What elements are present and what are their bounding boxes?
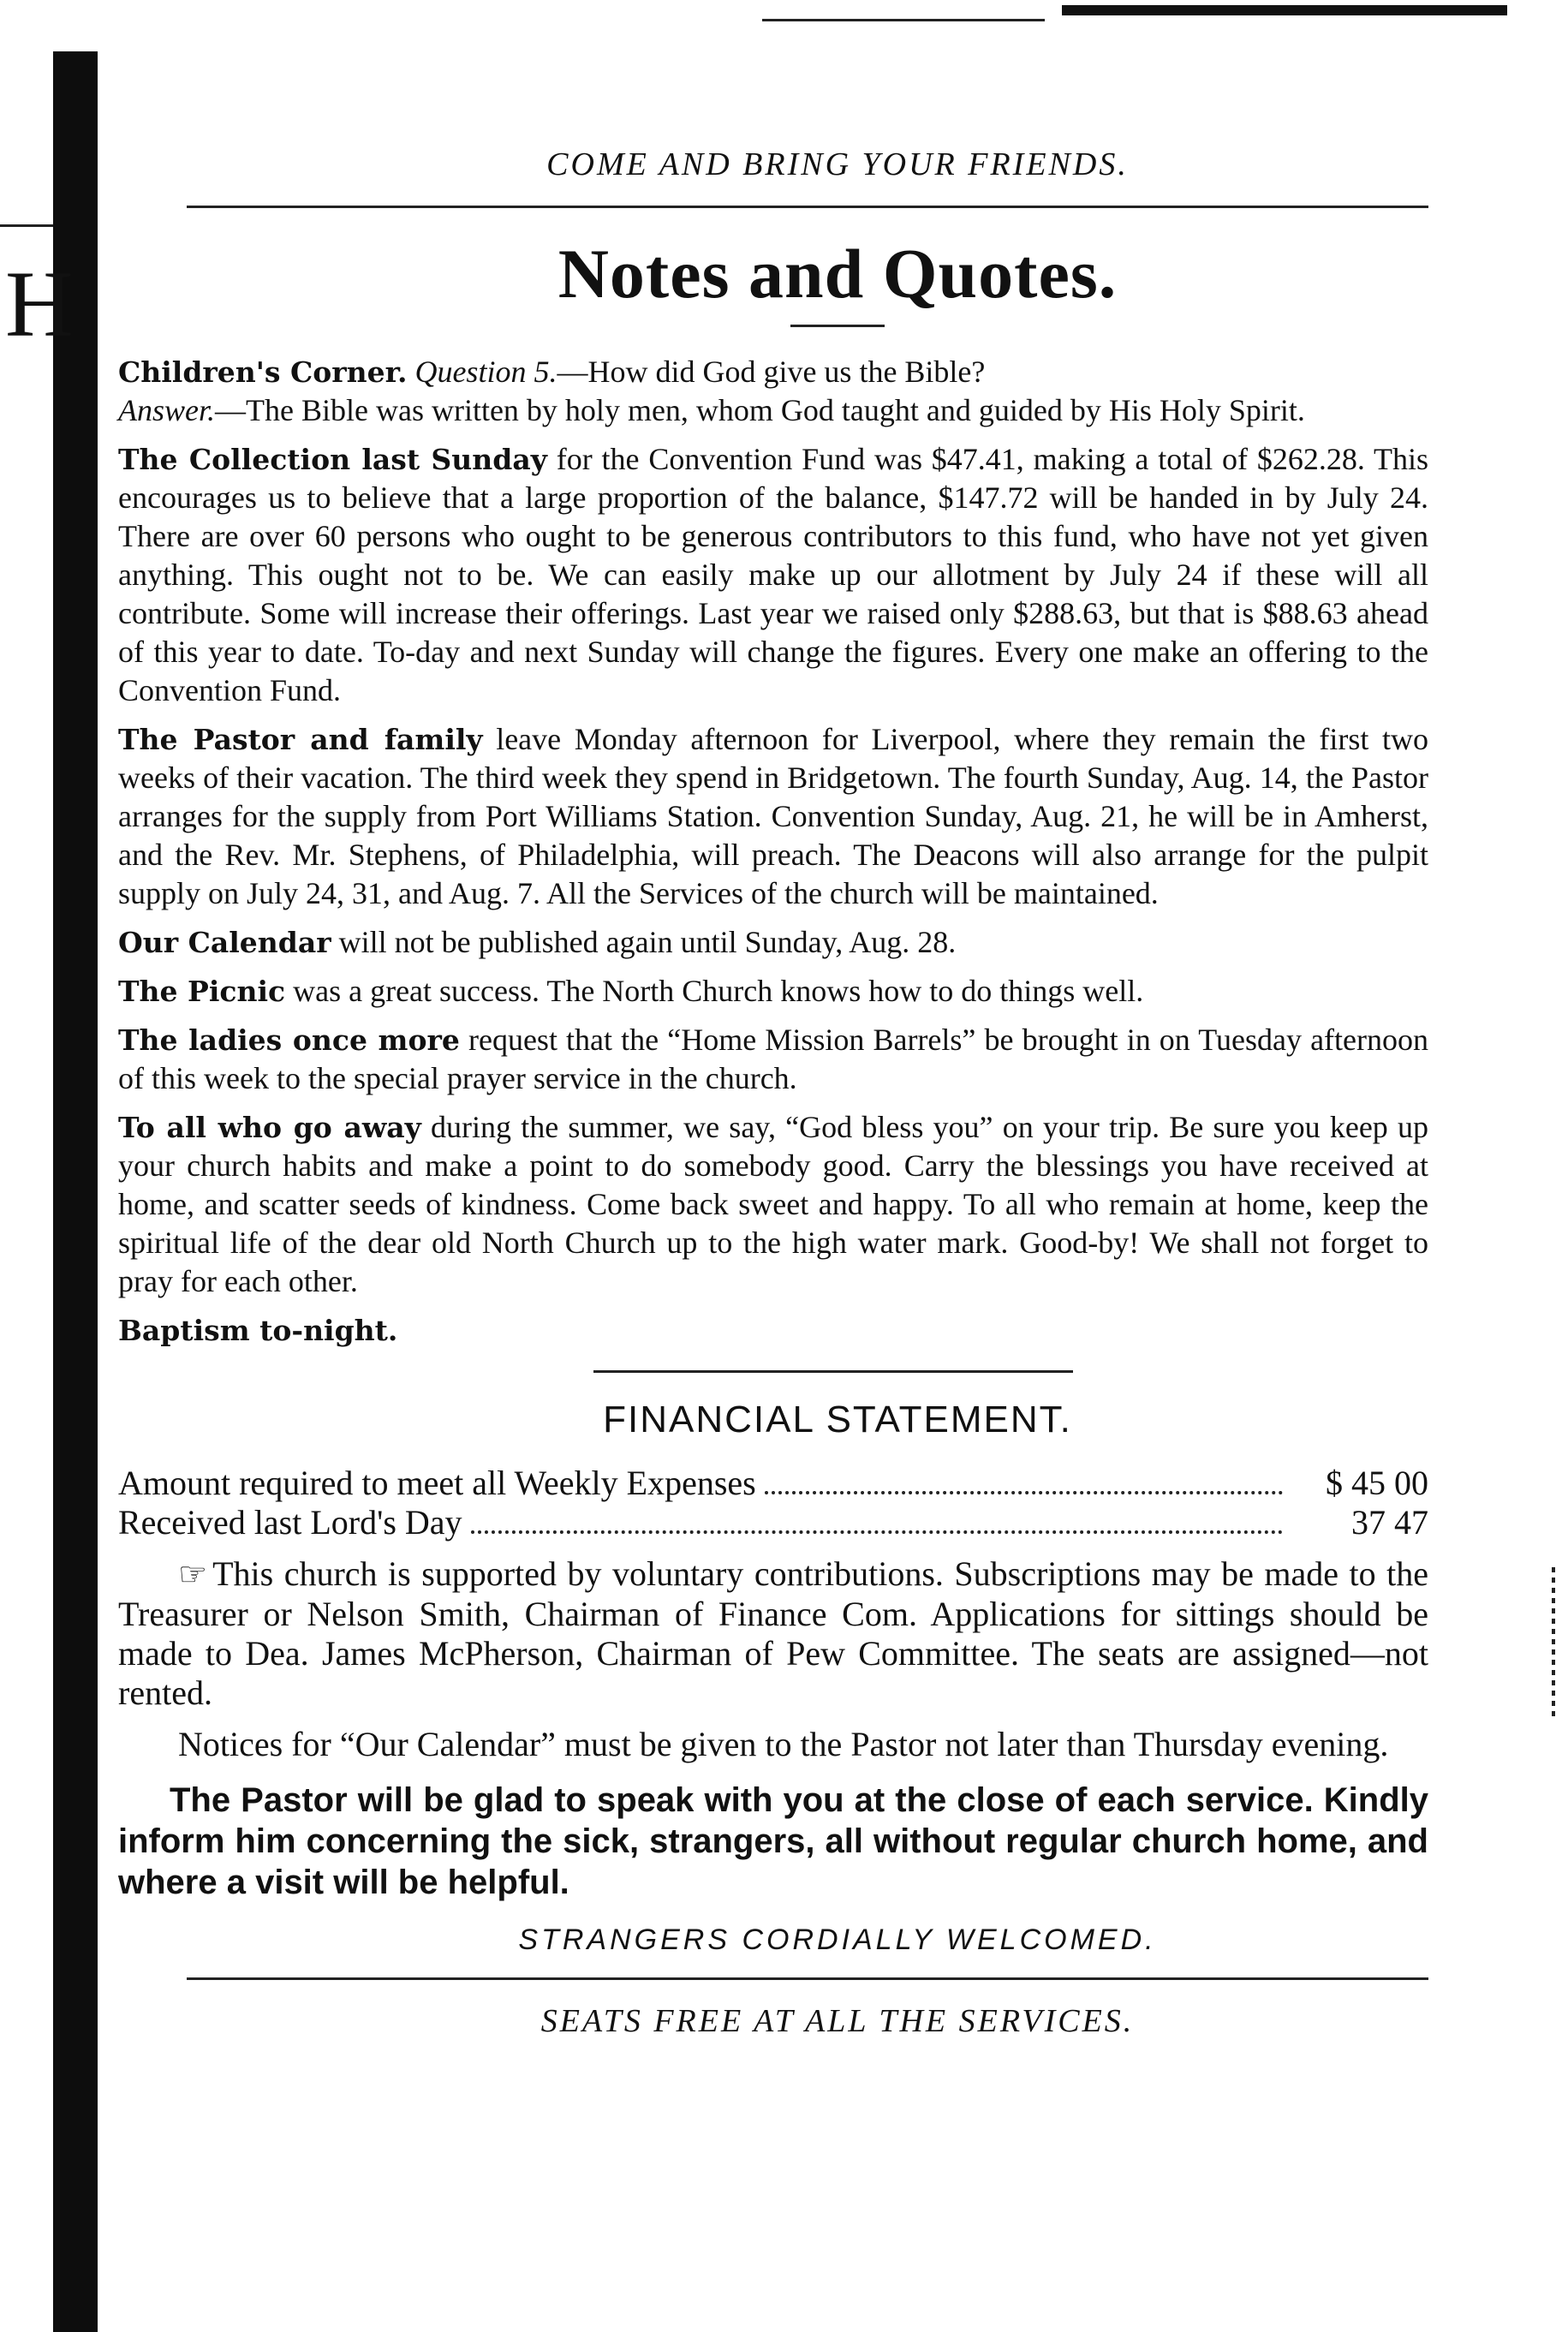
header-line: COME AND BRING YOUR FRIENDS. [546,146,1129,182]
note-lead: The Collection last Sunday [118,443,547,476]
title-divider [790,325,885,327]
note-calendar [118,923,1428,962]
note-baptism [118,1311,1428,1350]
financial-label: Amount required to meet all Weekly Expenses [118,1464,756,1502]
note-lead: Baptism to-night. [118,1314,398,1347]
note-answer-label: Answer. [118,393,216,427]
note-lead: To all who go away [118,1111,421,1144]
document-body [118,128,1428,2040]
note-ladies [118,1021,1428,1098]
footer-divider [187,1977,1428,1980]
note-lead: Our Calendar [118,926,331,959]
note-question-label: Question 5. [414,355,557,389]
financial-row [118,1503,1428,1542]
note-picnic [118,972,1428,1011]
financial-title: FINANCIAL STATEMENT. [603,1399,1072,1440]
note-lead: The Pastor and family [118,723,483,756]
header-divider [187,206,1428,208]
pastor-text: The Pastor will be glad to speak with you at the close of each service. Kindly inform him concerning the sick, strangers, all without regular church home, and where a visit will be helpful. [118,1781,1428,1901]
scan-artifact-top-thin [762,19,1045,21]
scan-artifact-left-rule [0,224,60,227]
scan-artifact-right-marks [1552,1567,1555,1721]
support-paragraph [118,1554,1428,1713]
notices-paragraph [118,1725,1428,1764]
financial-label: Received last Lord's Day [118,1503,462,1542]
financial-amount: 37 47 [1351,1503,1428,1542]
note-go-away [118,1108,1428,1301]
note-lead: Children's Corner. [118,355,408,389]
financial-row [118,1464,1428,1503]
note-text: request that the “Home Mission Barrels” be brought in on Tuesday afternoon of this week to the special prayer service in the church. [118,1023,1429,1095]
scan-artifact-top-bar [1062,5,1507,15]
footer-line: SEATS FREE AT ALL THE SERVICES. [540,2003,1135,2039]
note-text: during the summer, we say, “God bless you” on your trip. Be sure you keep up your church habits and make a point to do somebody good. Carry the blessings you have received at home, and scatter seeds of kindness. Come back sweet and happy. To all who remain at home, keep the spiritual life of the dear old North Church up to the high water mark. Good-by! We shall not forget to pray for each other. [118,1110,1428,1298]
note-text: for the Convention Fund was $47.41, making a total of $262.28. This encourages us to believe that a large proportion of the balance, $147.72 will be handed in by July 24. There are over 60 persons who ought to be generous contributors to this fund, who have not yet given anything. This ought not to be. We can easily make up our allotment by July 24 if these will all contribute. Some will increase their offerings. Last year we raised only $288.63, but that is $88.63 ahead of this year to date. To-day and next Sunday will change the figures. Every one make an offering to the Convention Fund. [118,442,1429,707]
page-title: Notes and Quotes. [557,235,1118,313]
note-text: —How did God give us the Bible? [557,355,986,389]
pastor-paragraph [118,1780,1428,1903]
note-lead: The ladies once more [118,1023,460,1057]
margin-letter: H [5,252,74,356]
note-text: was a great success. The North Church knows how to do things well. [293,974,1144,1008]
note-text: leave Monday afternoon for Liverpool, where they remain the first two weeks of their vacation. The third week they spend in Bridgetown. The fourth Sunday, Aug. 14, the Pastor arranges for the supply from Port Williams Station. Convention Sunday, Aug. 21, he will be in Amherst, and the Rev. Mr. Stephens, of Philadelphia, will preach. The Deacons will also arrange for the pulpit supply on July 24, 31, and Aug. 7. All the Services of the church will be maintained. [118,722,1428,910]
note-pastor-family [118,720,1428,913]
leader-dots [765,1491,1283,1494]
pointing-hand-icon: ☞ [178,1557,208,1593]
financial-divider [593,1370,1073,1373]
leader-dots [471,1530,1283,1534]
financial-amount: $ 45 00 [1326,1464,1428,1502]
support-text: This church is supported by voluntary contributions. Subscriptions may be made to the Treasurer or Nelson Smith, Chairman of Finance Com. Applications for sittings should be made to Dea. James McPherson, Chairman of Pew Committee. The seats are assigned—not rented. [118,1554,1428,1712]
notices-text: Notices for “Our Calendar” must be given to the Pastor not later than Thursday evening. [178,1725,1389,1763]
note-text: will not be published again until Sunday, Aug. 28. [338,925,957,959]
note-text: —The Bible was written by holy men, whom God taught and guided by His Holy Spirit. [215,393,1305,427]
note-childrens-corner [118,353,1428,430]
note-lead: The Picnic [118,975,286,1008]
note-collection [118,440,1428,710]
welcome-line: STRANGERS CORDIALLY WELCOMED. [518,1923,1157,1956]
scan-binding-shadow [53,51,98,2332]
